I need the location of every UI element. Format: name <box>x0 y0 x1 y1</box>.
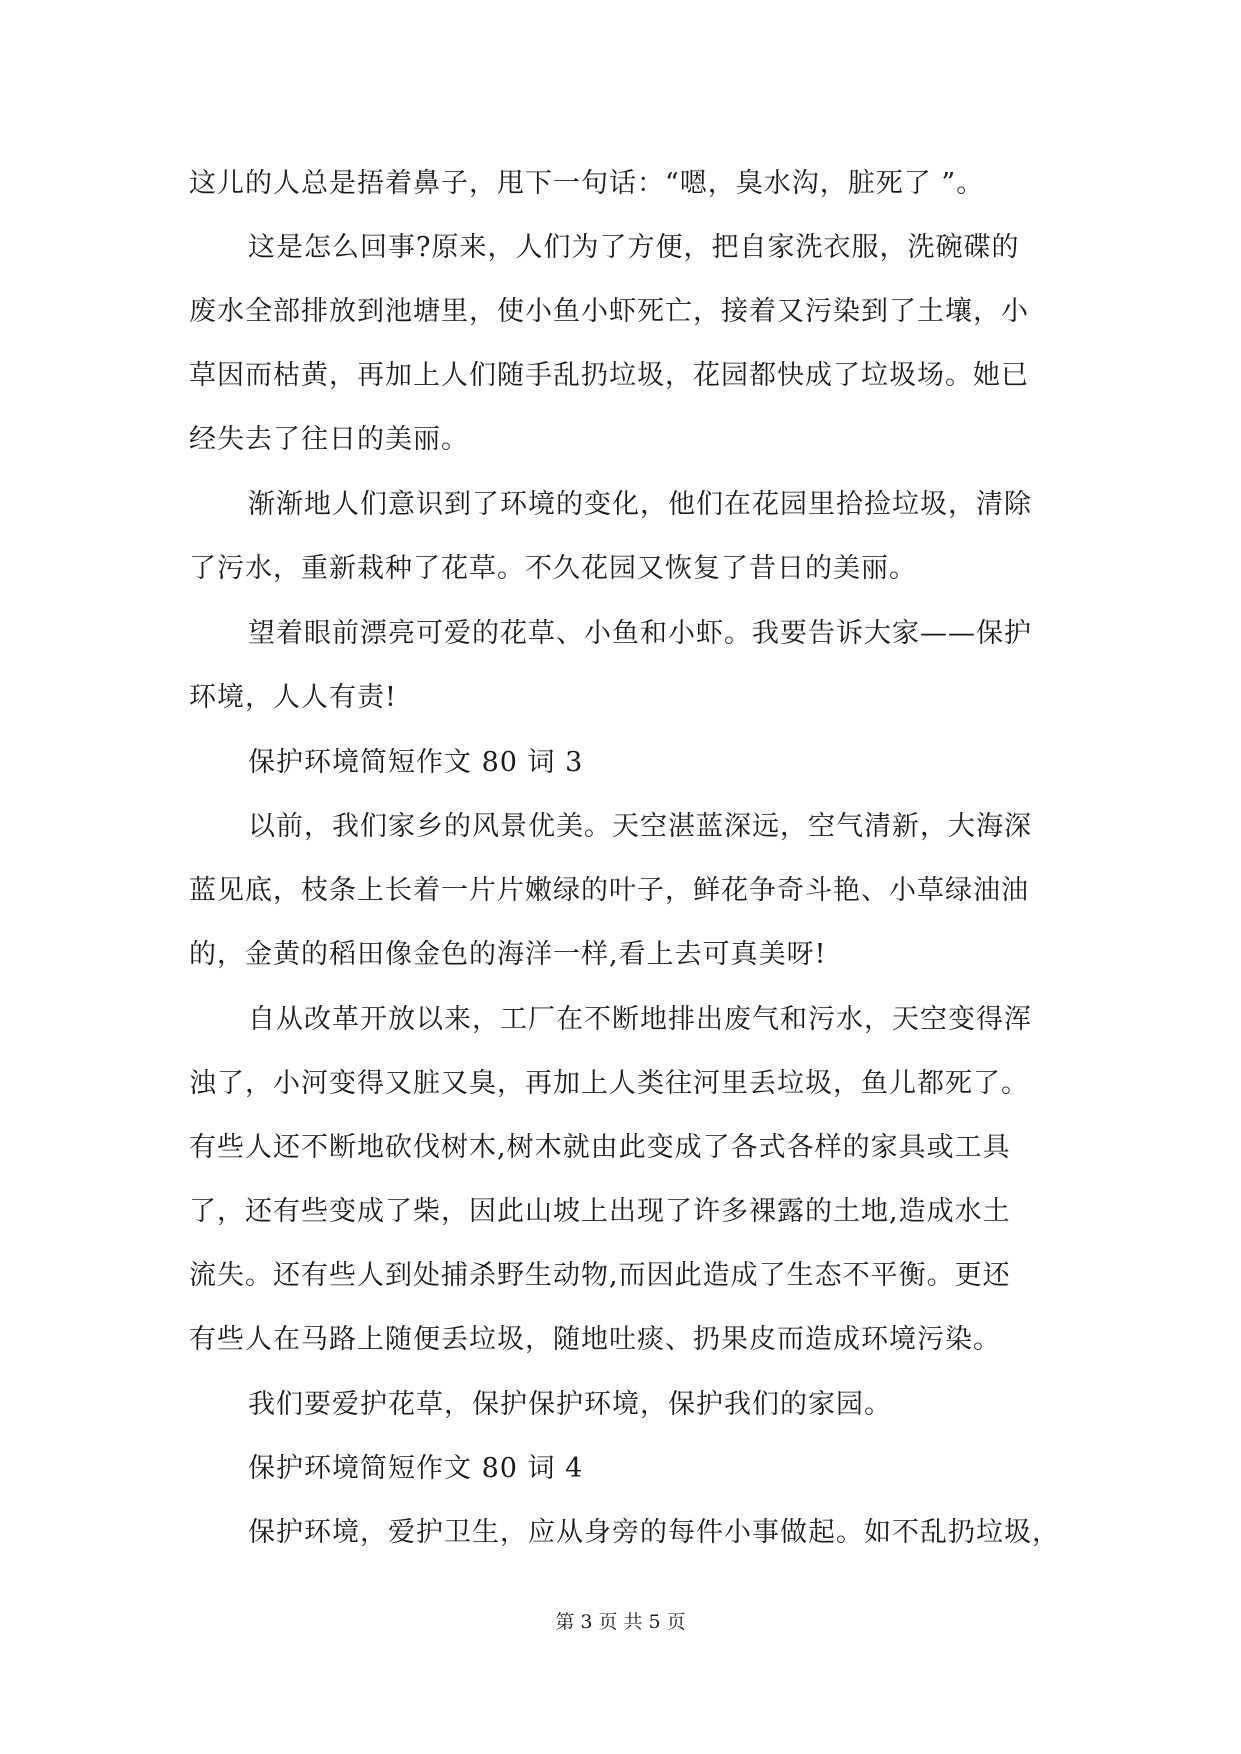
text-line: 的，金黄的稻田像金色的海洋一样,看上去可真美呀! <box>189 939 827 970</box>
text-line: 保护环境，爱护卫生，应从身旁的每件小事做起。如不乱扔垃圾， <box>248 1517 1060 1548</box>
text-line: 渐渐地人们意识到了环境的变化，他们在花园里拾捡垃圾，清除 <box>248 489 1032 520</box>
text-line: 环境，人人有责! <box>189 682 397 713</box>
text-line: 自从改革开放以来，工厂在不断地排出废气和污水，天空变得浑 <box>248 1004 1032 1035</box>
section-heading: 保护环境简短作文 80 词 3 <box>248 747 584 778</box>
text-line: 这儿的人总是捂着鼻子，甩下一句话：“嗯，臭水沟，脏死了 ”。 <box>189 168 985 199</box>
text-line: 以前，我们家乡的风景优美。天空湛蓝深远，空气清新，大海深 <box>248 811 1032 842</box>
text-line: 经失去了往日的美丽。 <box>189 424 469 455</box>
text-line: 了，还有些变成了柴，因此山坡上出现了许多裸露的土地,造成水土 <box>189 1196 1011 1227</box>
text-line: 这是怎么回事?原来，人们为了方便，把自家洗衣服，洗碗碟的 <box>248 232 1020 263</box>
section-heading: 保护环境简短作文 80 词 4 <box>248 1453 584 1484</box>
text-line: 有些人在马路上随便丢垃圾，随地吐痰、扔果皮而造成环境污染。 <box>189 1324 1001 1355</box>
text-line: 有些人还不断地砍伐树木,树木就由此变成了各式各样的家具或工具 <box>189 1132 1011 1163</box>
text-line: 了污水，重新栽种了花草。不久花园又恢复了昔日的美丽。 <box>189 553 917 584</box>
text-line: 草因而枯黄，再加上人们随手乱扔垃圾，花园都快成了垃圾场。她已 <box>189 360 1029 391</box>
text-line: 废水全部排放到池塘里，使小鱼小虾死亡，接着又污染到了土壤，小 <box>189 296 1029 327</box>
text-line: 浊了，小河变得又脏又臭，再加上人类往河里丢垃圾，鱼儿都死了。 <box>189 1068 1029 1099</box>
text-line: 流失。还有些人到处捕杀野生动物,而因此造成了生态不平衡。更还 <box>189 1260 1011 1291</box>
text-line: 我们要爱护花草，保护保护环境，保护我们的家园。 <box>248 1389 892 1420</box>
page-footer: 第 3 页 共 5 页 <box>555 1611 686 1633</box>
text-line: 望着眼前漂亮可爱的花草、小鱼和小虾。我要告诉大家——保护 <box>248 618 1032 649</box>
text-line: 蓝见底，枝条上长着一片片嫩绿的叶子，鲜花争奇斗艳、小草绿油油 <box>189 875 1029 906</box>
